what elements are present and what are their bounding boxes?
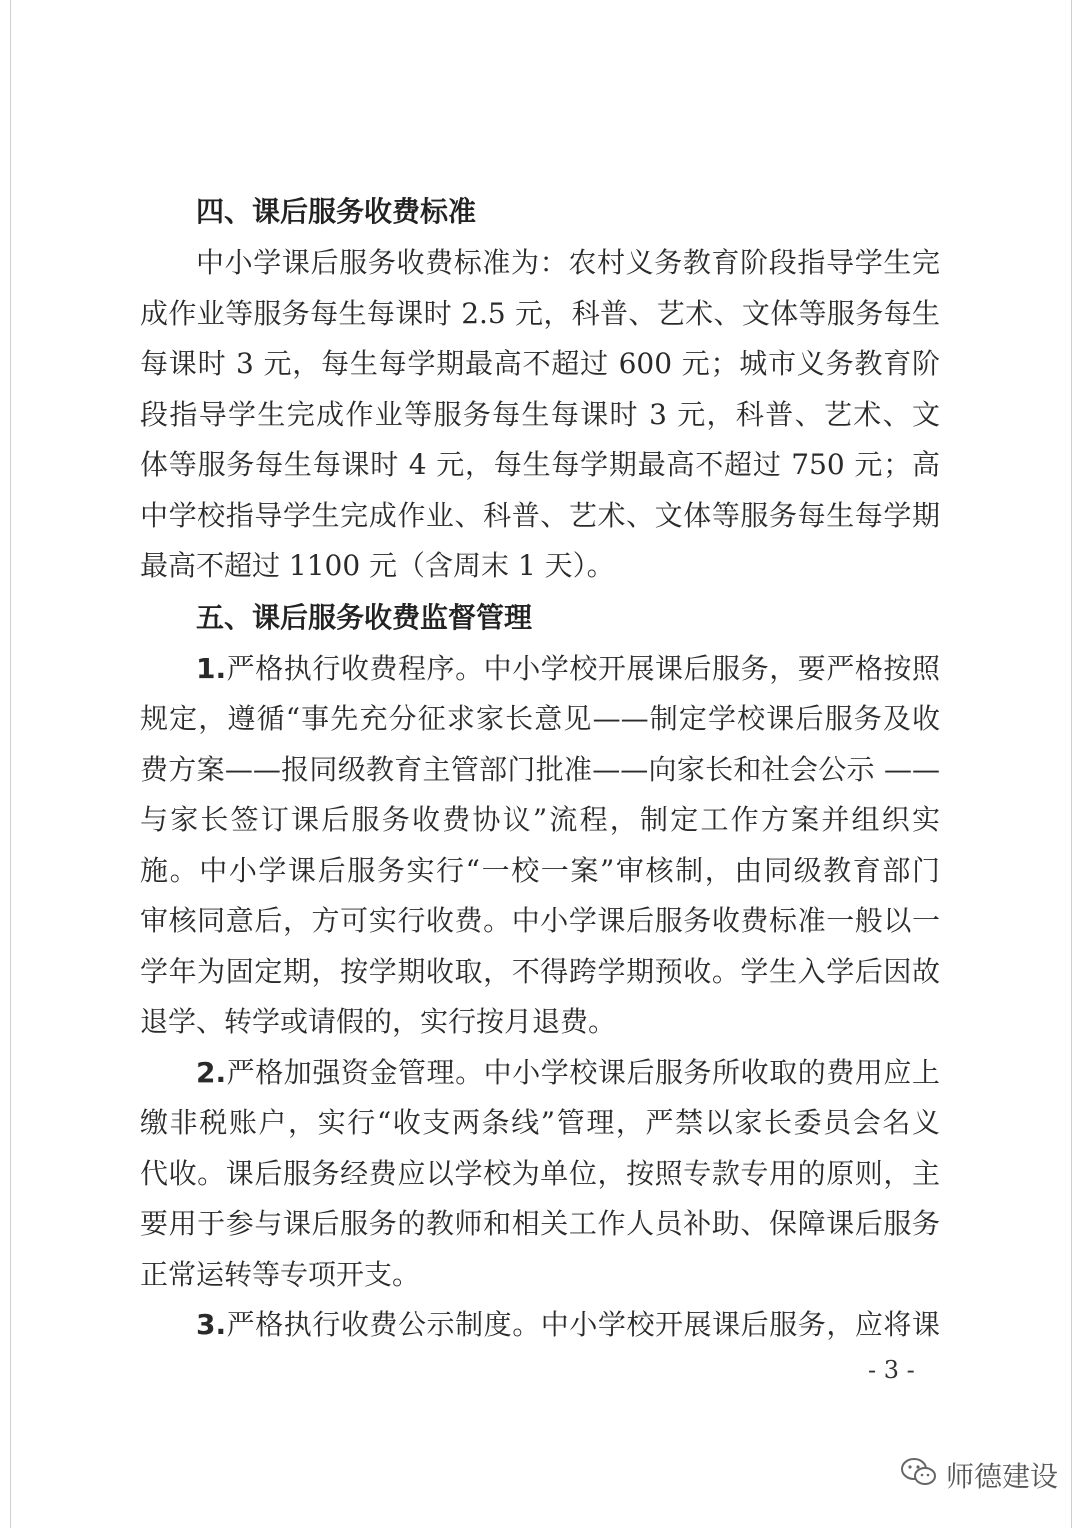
- text-line: 中小学课后服务收费标准为：农村义务教育阶段指导学生完: [196, 246, 940, 279]
- document-body: [140, 186, 940, 1351]
- section-5-heading: 五、课后服务收费监督管理: [196, 600, 533, 634]
- text-line: 成作业等服务每生每课时 2.5 元，科普、艺术、文体等服务每生: [140, 296, 940, 330]
- watermark: [900, 1455, 1058, 1495]
- section-4-paragraph: [140, 238, 940, 592]
- text-line: [140, 1048, 940, 1099]
- item-2-paragraph: [140, 1048, 940, 1301]
- text-line: [140, 644, 940, 695]
- text-line: 与家长签订课后服务收费协议”流程，制定工作方案并组织实: [140, 803, 940, 836]
- wechat-icon: [900, 1456, 938, 1495]
- text-line: 体等服务每生每课时 4 元，每生每学期最高不超过 750 元；高: [140, 448, 940, 481]
- text-line: 退学、转学或请假的，实行按月退费。: [140, 1005, 617, 1038]
- item-3-paragraph: [140, 1300, 940, 1351]
- text-line: 要用于参与课后服务的教师和相关工作人员补助、保障课后服务: [140, 1207, 940, 1240]
- item-number: 2.: [196, 1055, 227, 1089]
- item-text: 严格执行收费程序。中小学校开展课后服务，要严格按照: [226, 651, 940, 685]
- text-line: 代收。课后服务经费应以学校为单位，按照专款专用的原则，主: [140, 1156, 940, 1190]
- text-line: 审核同意后，方可实行收费。中小学课后服务收费标准一般以一: [140, 904, 940, 937]
- text-line: 中学校指导学生完成作业、科普、艺术、文体等服务每生每学期: [140, 498, 940, 532]
- text-line: 规定，遵循“事先充分征求家长意见——制定学校课后服务及收: [140, 702, 940, 735]
- item-number: 1.: [196, 651, 227, 685]
- item-text: 严格执行收费公示制度。中小学校开展课后服务，应将课: [226, 1308, 940, 1341]
- page-number: - 3 -: [868, 1356, 915, 1384]
- section-4-heading: 四、课后服务收费标准: [196, 195, 477, 228]
- text-line: 学年为固定期，按学期收取，不得跨学期预收。学生入学后因故: [140, 954, 940, 988]
- text-line: [140, 1300, 940, 1351]
- text-line: 最高不超过 1100 元（含周末 1 天）。: [140, 549, 615, 582]
- text-line: 缴非税账户，实行“收支两条线”管理，严禁以家长委员会名义: [140, 1106, 940, 1139]
- watermark-text: 师德建设: [946, 1460, 1059, 1493]
- item-text: 严格加强资金管理。中小学校课后服务所收取的费用应上: [226, 1055, 940, 1089]
- text-line: 段指导学生完成作业等服务每生每课时 3 元，科普、艺术、文: [140, 397, 940, 431]
- item-1-paragraph: [140, 644, 940, 1048]
- text-line: 施。中小学课后服务实行“一校一案”审核制，由同级教育部门: [140, 853, 940, 887]
- item-number: 3.: [196, 1308, 227, 1341]
- text-line: 正常运转等专项开支。: [140, 1257, 421, 1291]
- text-line: 费方案——报同级教育主管部门批准——向家长和社会公示 ——: [140, 752, 940, 786]
- text-line: 每课时 3 元，每生每学期最高不超过 600 元；城市义务教育阶: [140, 347, 940, 380]
